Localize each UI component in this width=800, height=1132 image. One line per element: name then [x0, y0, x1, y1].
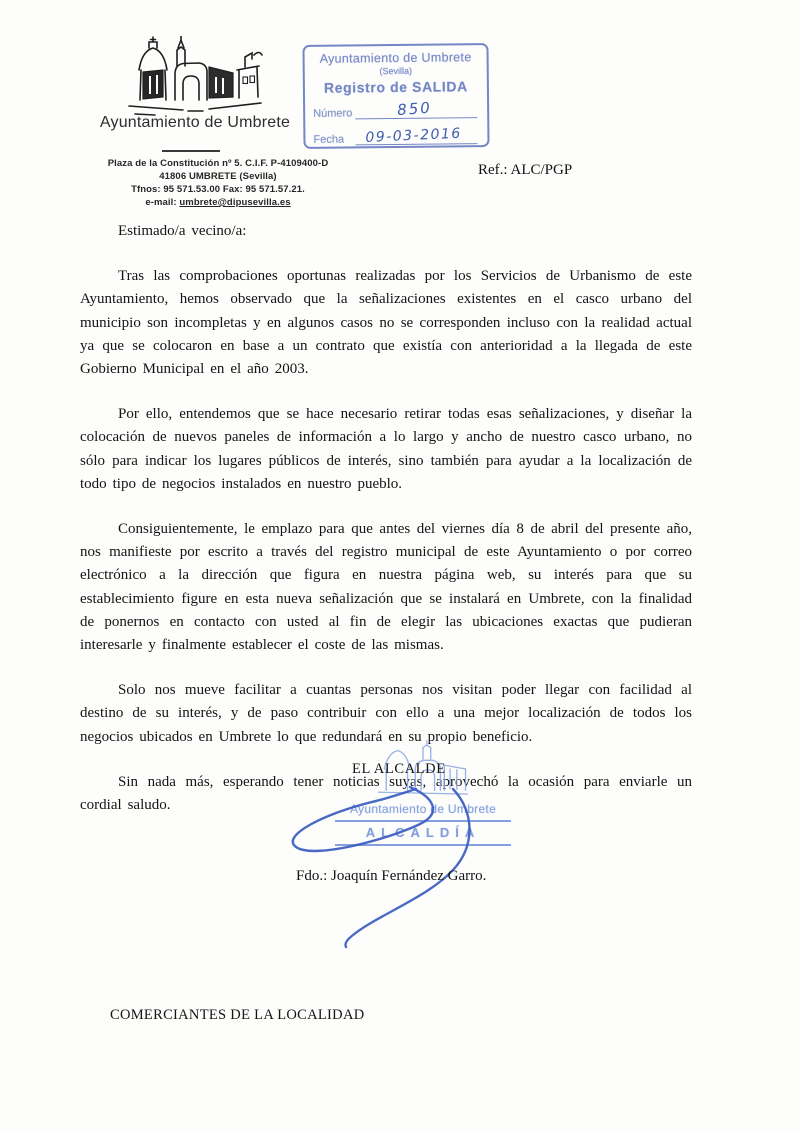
- signature-ink-icon: [268, 775, 498, 950]
- stamp-number-label: Número: [313, 107, 353, 120]
- body-paragraph: Tras las comprobaciones oportunas realizadas por los Servicios de Urbanismo de este Ayuntamiento, hemos observado que la señalizaciones existentes en el casco urbano del municipio son incompletas y en algunos casos no se corresponden incluso con la realidad actual ya que se colocaron en base a un contrato que existía con anterioridad a la llegada de este Gobierno Municipal en el año 2003.: [80, 268, 692, 378]
- reference-line: Ref.: ALC/PGP: [478, 162, 573, 178]
- stamp-number-row: [313, 98, 479, 122]
- stamp-org: Ayuntamiento de Umbrete: [319, 50, 472, 66]
- email-label: e-mail:: [145, 197, 180, 208]
- stamp-number-value: 850: [396, 98, 433, 120]
- province-name: (Sevilla): [236, 171, 277, 182]
- address-line-2: [70, 170, 366, 183]
- signer-line: Fdo.: Joaquín Fernández Garro.: [296, 868, 487, 884]
- body-paragraph: Consiguientemente, le emplazo para que antes del viernes día 8 de abril del presente año, nos manifieste por escrito a través del registro municipal de este Ayuntamiento o por correo electrónico a la dirección que figura en nuestra página web, su interés para que su establecimiento figure en esta nueva señalización que se instalará en Umbrete, con la finalidad de ponernos en contacto con usted al fin de elegir las ubicaciones exactas que pudieran interesarle y finalmente establecer el coste de las mismas.: [80, 521, 692, 654]
- registry-exit-stamp: [302, 43, 489, 149]
- stamp-title: Registro de SALIDA: [323, 78, 468, 96]
- stamp-date-label: Fecha: [313, 133, 345, 146]
- org-name: Ayuntamiento de Umbrete: [99, 114, 291, 131]
- stamp-date-value: 09-03-2016: [365, 125, 463, 146]
- body-paragraph: Solo nos mueve facilitar a cuantas personas nos visitan poder llegar con facilidad al destino de su interés, y de paso contribuir con ello a una mejor localización de todos los negocios ubicados en Umbrete lo que redundará en su propio beneficio.: [80, 682, 692, 745]
- email-line: [70, 196, 366, 209]
- stamp-province: (Sevilla): [379, 65, 413, 77]
- city-name: UMBRETE: [188, 171, 237, 182]
- closing-title: EL ALCALDE: [352, 761, 446, 777]
- address-line-3: Tfnos: 95 571.53.00 Fax: 95 571.57.21.: [131, 184, 305, 195]
- body-paragraph: Por ello, entendemos que se hace necesario retirar todas esas señalizaciones, y diseñar la colocación de nuevos paneles de información a lo largo y ancho de nuestro casco urbano, no sólo para indicar los lugares públicos de interés, sino también para ayudar a la localización de todo tipo de negocios instalados en nuestro pueblo.: [80, 406, 692, 492]
- town-gate-sketch-icon: [125, 36, 265, 120]
- alcaldia-stamp-dept: ALCALDÍA: [365, 825, 481, 840]
- salutation: Estimado/a vecino/a:: [118, 223, 247, 239]
- addressee-line: COMERCIANTES DE LA LOCALIDAD: [110, 1007, 365, 1023]
- header-divider: [162, 150, 220, 152]
- email-link: umbrete@dipusevilla.es: [179, 197, 291, 208]
- postal-code: 41806: [159, 171, 189, 182]
- address-block: [70, 157, 366, 209]
- body-paragraph: Sin nada más, esperando tener noticias suyas, aprovechó la ocasión para enviarle un cordial saludo.: [80, 773, 692, 814]
- alcaldia-stamp-org: Ayuntamiento de Umbrete: [349, 802, 497, 816]
- address-line-1: Plaza de la Constitución nº 5. C.I.F. P-4109400-D: [107, 158, 329, 169]
- stamp-date-row: [313, 125, 479, 148]
